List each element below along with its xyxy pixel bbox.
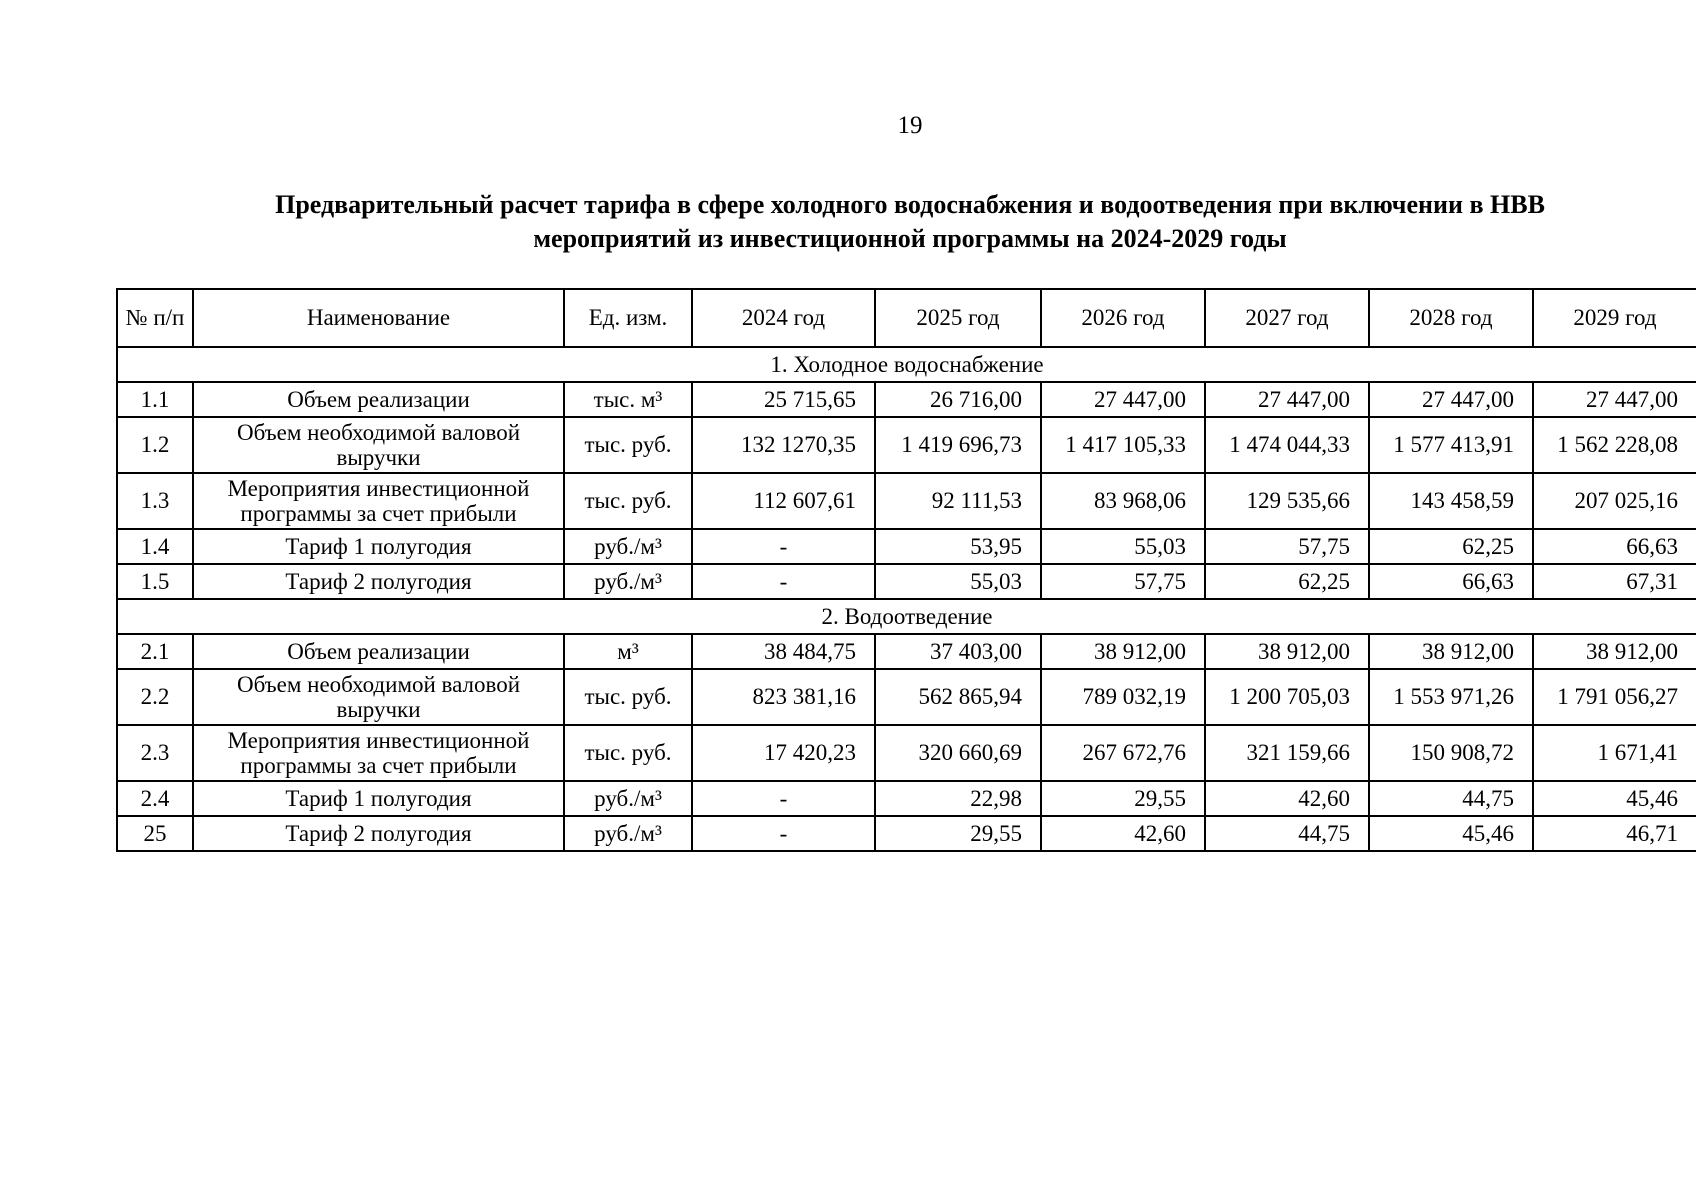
title-line-1: Предварительный расчет тарифа в сфере холодного водоснабжения и водоотведения при включении в НВВ (275, 190, 1545, 219)
table-body (117, 289, 1696, 851)
row-value-cell: - (692, 529, 875, 564)
row-value-cell: 207 025,16 (1533, 473, 1696, 529)
row-value-cell: 46,71 (1533, 816, 1696, 851)
row-value-cell: 44,75 (1369, 781, 1533, 816)
row-value-cell: 44,75 (1205, 816, 1369, 851)
row-value-cell: 562 865,94 (875, 669, 1041, 725)
header-year-2028: 2028 год (1369, 289, 1533, 347)
header-row (117, 289, 1696, 347)
row-value-cell: 38 912,00 (1369, 634, 1533, 669)
row-name-cell: Объем необходимой валовой выручки (193, 417, 564, 473)
row-value-cell: 62,25 (1369, 529, 1533, 564)
row-name-cell: Мероприятия инвестиционной программы за счет прибыли (193, 473, 564, 529)
table-row (117, 781, 1696, 816)
row-value-cell: 112 607,61 (692, 473, 875, 529)
row-unit-cell: тыс. руб. (564, 417, 692, 473)
row-value-cell: 42,60 (1205, 781, 1369, 816)
row-value-cell: 55,03 (1041, 529, 1205, 564)
row-name-cell: Объем реализации (193, 382, 564, 417)
table-row (117, 669, 1696, 725)
row-value-cell: 66,63 (1369, 564, 1533, 599)
row-number-cell: 1.4 (117, 529, 193, 564)
page-number: 19 (897, 112, 923, 139)
row-value-cell: 789 032,19 (1041, 669, 1205, 725)
row-value-cell: 1 419 696,73 (875, 417, 1041, 473)
row-value-cell: 25 715,65 (692, 382, 875, 417)
table-row (117, 816, 1696, 851)
row-value-cell: 62,25 (1205, 564, 1369, 599)
row-value-cell: 27 447,00 (1369, 382, 1533, 417)
section-row (117, 347, 1696, 382)
row-name-cell: Объем необходимой валовой выручки (193, 669, 564, 725)
row-value-cell: 38 912,00 (1533, 634, 1696, 669)
row-value-cell: 22,98 (875, 781, 1041, 816)
row-value-cell: 83 968,06 (1041, 473, 1205, 529)
row-unit-cell: руб./м³ (564, 529, 692, 564)
row-value-cell: 17 420,23 (692, 725, 875, 781)
row-value-cell: 27 447,00 (1041, 382, 1205, 417)
row-value-cell: 57,75 (1205, 529, 1369, 564)
header-year-2027: 2027 год (1205, 289, 1369, 347)
section-title: 2. Водоотведение (117, 599, 1696, 634)
row-value-cell: 1 671,41 (1533, 725, 1696, 781)
row-value-cell: 29,55 (1041, 781, 1205, 816)
table-row (117, 564, 1696, 599)
table-row (117, 529, 1696, 564)
row-number-cell: 1.2 (117, 417, 193, 473)
row-value-cell: 55,03 (875, 564, 1041, 599)
row-number-cell: 1.5 (117, 564, 193, 599)
row-value-cell: - (692, 564, 875, 599)
row-value-cell: 29,55 (875, 816, 1041, 851)
row-value-cell: 38 912,00 (1205, 634, 1369, 669)
row-value-cell: 1 553 971,26 (1369, 669, 1533, 725)
row-value-cell: 267 672,76 (1041, 725, 1205, 781)
row-name-cell: Мероприятия инвестиционной программы за счет прибыли (193, 725, 564, 781)
row-number-cell: 2.1 (117, 634, 193, 669)
row-value-cell: 57,75 (1041, 564, 1205, 599)
row-value-cell: 42,60 (1041, 816, 1205, 851)
row-value-cell: 67,31 (1533, 564, 1696, 599)
row-name-cell: Объем реализации (193, 634, 564, 669)
row-unit-cell: руб./м³ (564, 816, 692, 851)
row-unit-cell: тыс. руб. (564, 669, 692, 725)
row-name-cell: Тариф 2 полугодия (193, 816, 564, 851)
row-value-cell: 1 791 056,27 (1533, 669, 1696, 725)
row-unit-cell: руб./м³ (564, 781, 692, 816)
row-value-cell: 1 474 044,33 (1205, 417, 1369, 473)
row-value-cell: 26 716,00 (875, 382, 1041, 417)
row-value-cell: - (692, 816, 875, 851)
row-value-cell: 320 660,69 (875, 725, 1041, 781)
row-number-cell: 2.3 (117, 725, 193, 781)
document-title (150, 188, 1670, 256)
header-name: Наименование (193, 289, 564, 347)
row-number-cell: 2.2 (117, 669, 193, 725)
header-year-2029: 2029 год (1533, 289, 1696, 347)
row-value-cell: 1 417 105,33 (1041, 417, 1205, 473)
row-unit-cell: руб./м³ (564, 564, 692, 599)
table-row (117, 473, 1696, 529)
row-unit-cell: м³ (564, 634, 692, 669)
row-value-cell: 132 1270,35 (692, 417, 875, 473)
row-name-cell: Тариф 2 полугодия (193, 564, 564, 599)
row-value-cell: 66,63 (1533, 529, 1696, 564)
row-number-cell: 2.4 (117, 781, 193, 816)
row-name-cell: Тариф 1 полугодия (193, 529, 564, 564)
row-value-cell: 45,46 (1369, 816, 1533, 851)
row-number-cell: 1.3 (117, 473, 193, 529)
row-value-cell: 1 200 705,03 (1205, 669, 1369, 725)
row-value-cell: 37 403,00 (875, 634, 1041, 669)
title-line-2: мероприятий из инвестиционной программы на 2024-2029 годы (533, 224, 1287, 253)
row-value-cell: 53,95 (875, 529, 1041, 564)
section-title: 1. Холодное водоснабжение (117, 347, 1696, 382)
row-value-cell: 143 458,59 (1369, 473, 1533, 529)
row-value-cell: 27 447,00 (1205, 382, 1369, 417)
row-value-cell: 38 484,75 (692, 634, 875, 669)
table-row (117, 417, 1696, 473)
row-value-cell: 38 912,00 (1041, 634, 1205, 669)
row-value-cell: 150 908,72 (1369, 725, 1533, 781)
row-value-cell: 823 381,16 (692, 669, 875, 725)
table-row (117, 382, 1696, 417)
header-num: № п/п (117, 289, 193, 347)
header-year-2026: 2026 год (1041, 289, 1205, 347)
header-year-2024: 2024 год (692, 289, 875, 347)
table-row (117, 634, 1696, 669)
row-number-cell: 25 (117, 816, 193, 851)
tariff-table (116, 288, 1696, 852)
row-name-cell: Тариф 1 полугодия (193, 781, 564, 816)
row-value-cell: 1 577 413,91 (1369, 417, 1533, 473)
header-year-2025: 2025 год (875, 289, 1041, 347)
row-value-cell: - (692, 781, 875, 816)
header-unit: Ед. изм. (564, 289, 692, 347)
row-value-cell: 321 159,66 (1205, 725, 1369, 781)
row-value-cell: 92 111,53 (875, 473, 1041, 529)
row-value-cell: 27 447,00 (1533, 382, 1696, 417)
row-value-cell: 129 535,66 (1205, 473, 1369, 529)
table-row (117, 725, 1696, 781)
row-value-cell: 45,46 (1533, 781, 1696, 816)
row-value-cell: 1 562 228,08 (1533, 417, 1696, 473)
row-unit-cell: тыс. м³ (564, 382, 692, 417)
row-number-cell: 1.1 (117, 382, 193, 417)
row-unit-cell: тыс. руб. (564, 725, 692, 781)
section-row (117, 599, 1696, 634)
row-unit-cell: тыс. руб. (564, 473, 692, 529)
